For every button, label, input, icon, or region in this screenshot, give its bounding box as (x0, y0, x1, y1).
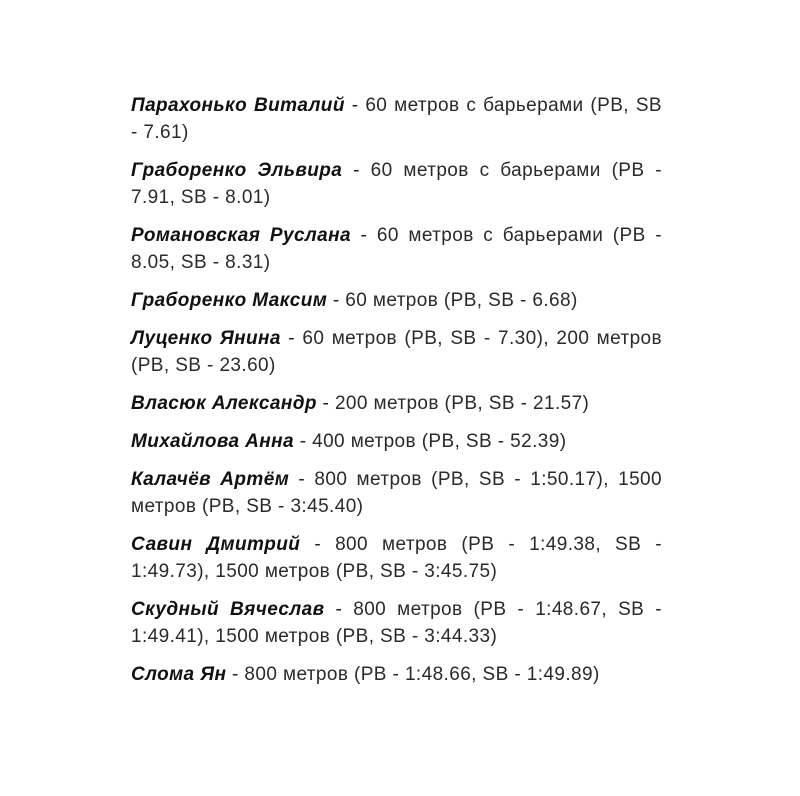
athlete-name: Слома Ян (131, 664, 227, 685)
athlete-events: 60 метров с барьерами (PB - 7.91, SB - 8.01) (131, 160, 663, 208)
separator: - (344, 95, 366, 116)
athlete-entry (131, 428, 662, 455)
athlete-entry (131, 531, 662, 585)
athlete-list (131, 92, 662, 699)
athlete-entry (131, 390, 662, 417)
athlete-name: Калачёв Артём (131, 469, 290, 490)
separator: - (350, 225, 377, 246)
athlete-entry (131, 325, 662, 379)
athlete-events: 60 метров (PB, SB - 7.30), 200 метров (PB, SB - 23.60) (131, 328, 663, 376)
athlete-events: 60 метров с барьерами (PB, SB - 7.61) (131, 95, 662, 143)
athlete-events: 60 метров (PB, SB - 6.68) (345, 290, 578, 311)
separator: - (316, 393, 335, 414)
athlete-events: 800 метров (PB - 1:48.66, SB - 1:49.89) (244, 664, 600, 685)
athlete-entry (131, 157, 662, 211)
athlete-entry (131, 92, 662, 146)
separator: - (226, 664, 245, 685)
athlete-name: Граборенко Максим (131, 290, 328, 311)
separator: - (342, 160, 371, 181)
athlete-name: Скудный Вячеслав (131, 599, 325, 620)
athlete-events: 800 метров (PB, SB - 1:50.17), 1500 метров (PB, SB - 3:45.40) (131, 469, 662, 517)
athlete-entry (131, 222, 662, 276)
separator: - (327, 290, 346, 311)
athlete-events: 400 метров (PB, SB - 52.39) (312, 431, 567, 452)
separator: - (324, 599, 354, 620)
athlete-name: Парахонько Виталий (131, 95, 345, 116)
athlete-entry (131, 596, 662, 650)
athlete-entry (131, 287, 662, 314)
athlete-events: 200 метров (PB, SB - 21.57) (334, 393, 590, 414)
separator: - (280, 328, 303, 349)
athlete-name: Михайлова Анна (131, 431, 295, 452)
athlete-name: Савин Дмитрий (131, 534, 301, 555)
athlete-name: Луценко Янина (131, 328, 281, 349)
athlete-name: Граборенко Эльвира (131, 160, 343, 181)
athlete-events: 60 метров с барьерами (PB - 8.05, SB - 8.31) (131, 225, 662, 273)
athlete-entry (131, 466, 662, 520)
athlete-events: 800 метров (PB - 1:49.38, SB - 1:49.73), 1500 метров (PB, SB - 3:45.75) (131, 534, 662, 582)
athlete-events: 800 метров (PB - 1:48.67, SB - 1:49.41), 1500 метров (PB, SB - 3:44.33) (131, 599, 662, 647)
athlete-entry (131, 661, 662, 688)
separator: - (289, 469, 315, 490)
athlete-name: Романовская Руслана (131, 225, 351, 246)
separator: - (294, 431, 313, 452)
separator: - (300, 534, 336, 555)
athlete-name: Власюк Александр (131, 393, 317, 414)
